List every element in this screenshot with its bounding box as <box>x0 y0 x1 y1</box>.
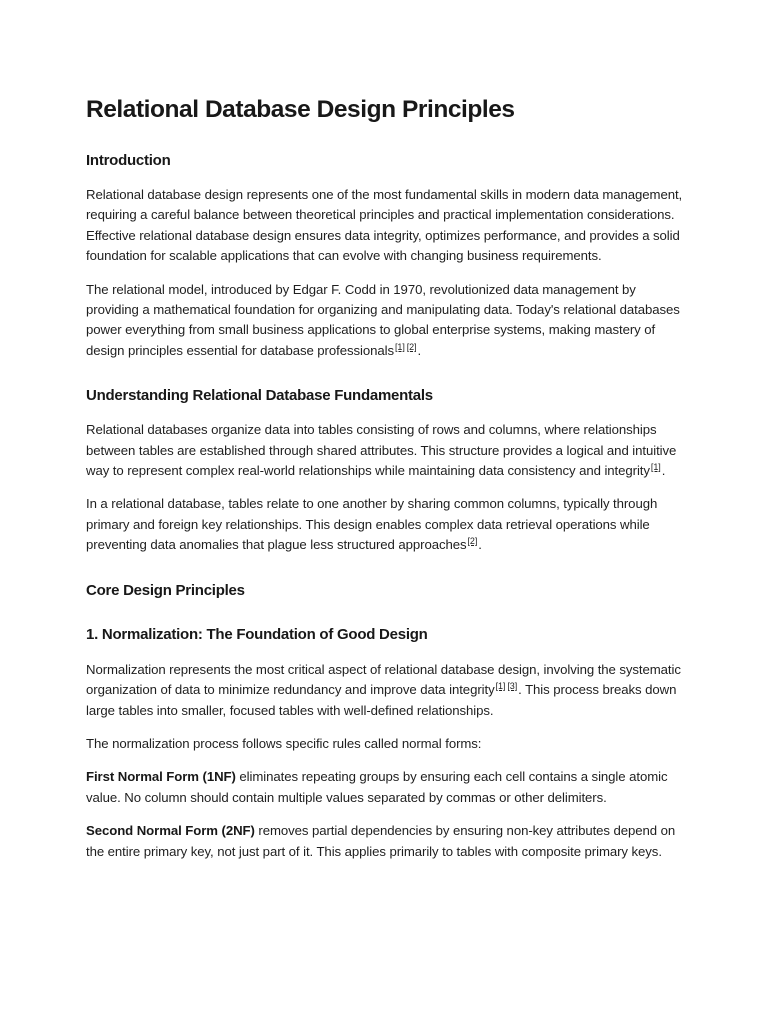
normal-form-1nf <box>86 767 686 808</box>
fundamentals-paragraph-1-text: Relational databases organize data into tables consisting of rows and columns, where relationships between tables are established through shared attributes. This structure provides a logical and intuitive way to represent complex real-world relationships while maintaining data consistency and integrity <box>86 422 677 479</box>
citation-link-2[interactable]: [2] <box>406 341 417 352</box>
normal-form-2nf <box>86 821 686 862</box>
normal-form-1nf-label: First Normal Form (1NF) <box>86 769 236 785</box>
document-page <box>86 94 686 875</box>
citation-link-1[interactable]: [1] <box>394 341 405 352</box>
normalization-paragraph-1-text: Normalization represents the most critical aspect of relational database design, involving the systematic organization of data to minimize redundancy and improve data integrity <box>86 661 681 698</box>
normal-form-2nf-text: removes partial dependencies by ensuring non-key attributes depend on the entire primary key, not just part of it. This applies primarily to tables with composite primary keys. <box>86 823 676 859</box>
section-heading-core-design-principles: Core Design Principles <box>86 581 245 599</box>
normalization-paragraph-1 <box>86 660 686 721</box>
normal-form-1nf-text: eliminates repeating groups by ensuring each cell contains a single atomic value. No column should contain multiple values separated by commas or other delimiters. <box>86 769 668 805</box>
fundamentals-paragraph-1-end: . <box>661 463 666 479</box>
fundamentals-paragraph-2 <box>86 494 686 555</box>
document-title: Relational Database Design Principles <box>86 96 515 123</box>
subsection-heading-normalization: 1. Normalization: The Foundation of Good Design <box>86 625 428 643</box>
normalization-paragraph-1-end: . This process breaks down large tables into smaller, focused tables with well-defined relationships. <box>86 682 677 718</box>
citation-link-2[interactable]: [2] <box>467 536 478 547</box>
intro-paragraph-2-text: The relational model, introduced by Edgar F. Codd in 1970, revolutionized data management by providing a mathematical foundation for organizing and manipulating data. Today's relational databases power everything from small business applications to global enterprise systems, making mastery of design principles essential for database professionals <box>86 281 680 358</box>
intro-paragraph-2-end: . <box>417 342 422 358</box>
normalization-paragraph-2: The normalization process follows specific rules called normal forms: <box>86 735 482 751</box>
fundamentals-paragraph-2-end: . <box>478 537 482 553</box>
citation-link-3[interactable]: [3] <box>507 681 518 692</box>
citation-link-1[interactable]: [1] <box>650 462 661 473</box>
intro-paragraph-1: Relational database design represents one of the most fundamental skills in modern data management, requiring a careful balance between theoretical principles and practical implementation considerations. Effective relational database design ensures data integrity, optimizes performance, and provides a solid foundation for scalable applications that can evolve with changing business requirements. <box>86 187 683 264</box>
intro-paragraph-2 <box>86 280 686 362</box>
section-heading-introduction: Introduction <box>86 152 171 169</box>
section-heading-fundamentals: Understanding Relational Database Fundamentals <box>86 387 433 405</box>
fundamentals-paragraph-1 <box>86 420 686 481</box>
fundamentals-paragraph-2-text: In a relational database, tables relate to one another by sharing common columns, typically through primary and foreign key relationships. This design enables complex data retrieval operations while preventing data anomalies that plague less structured approaches <box>86 496 658 553</box>
citation-link-1[interactable]: [1] <box>495 681 506 692</box>
normal-form-2nf-label: Second Normal Form (2NF) <box>86 823 255 839</box>
